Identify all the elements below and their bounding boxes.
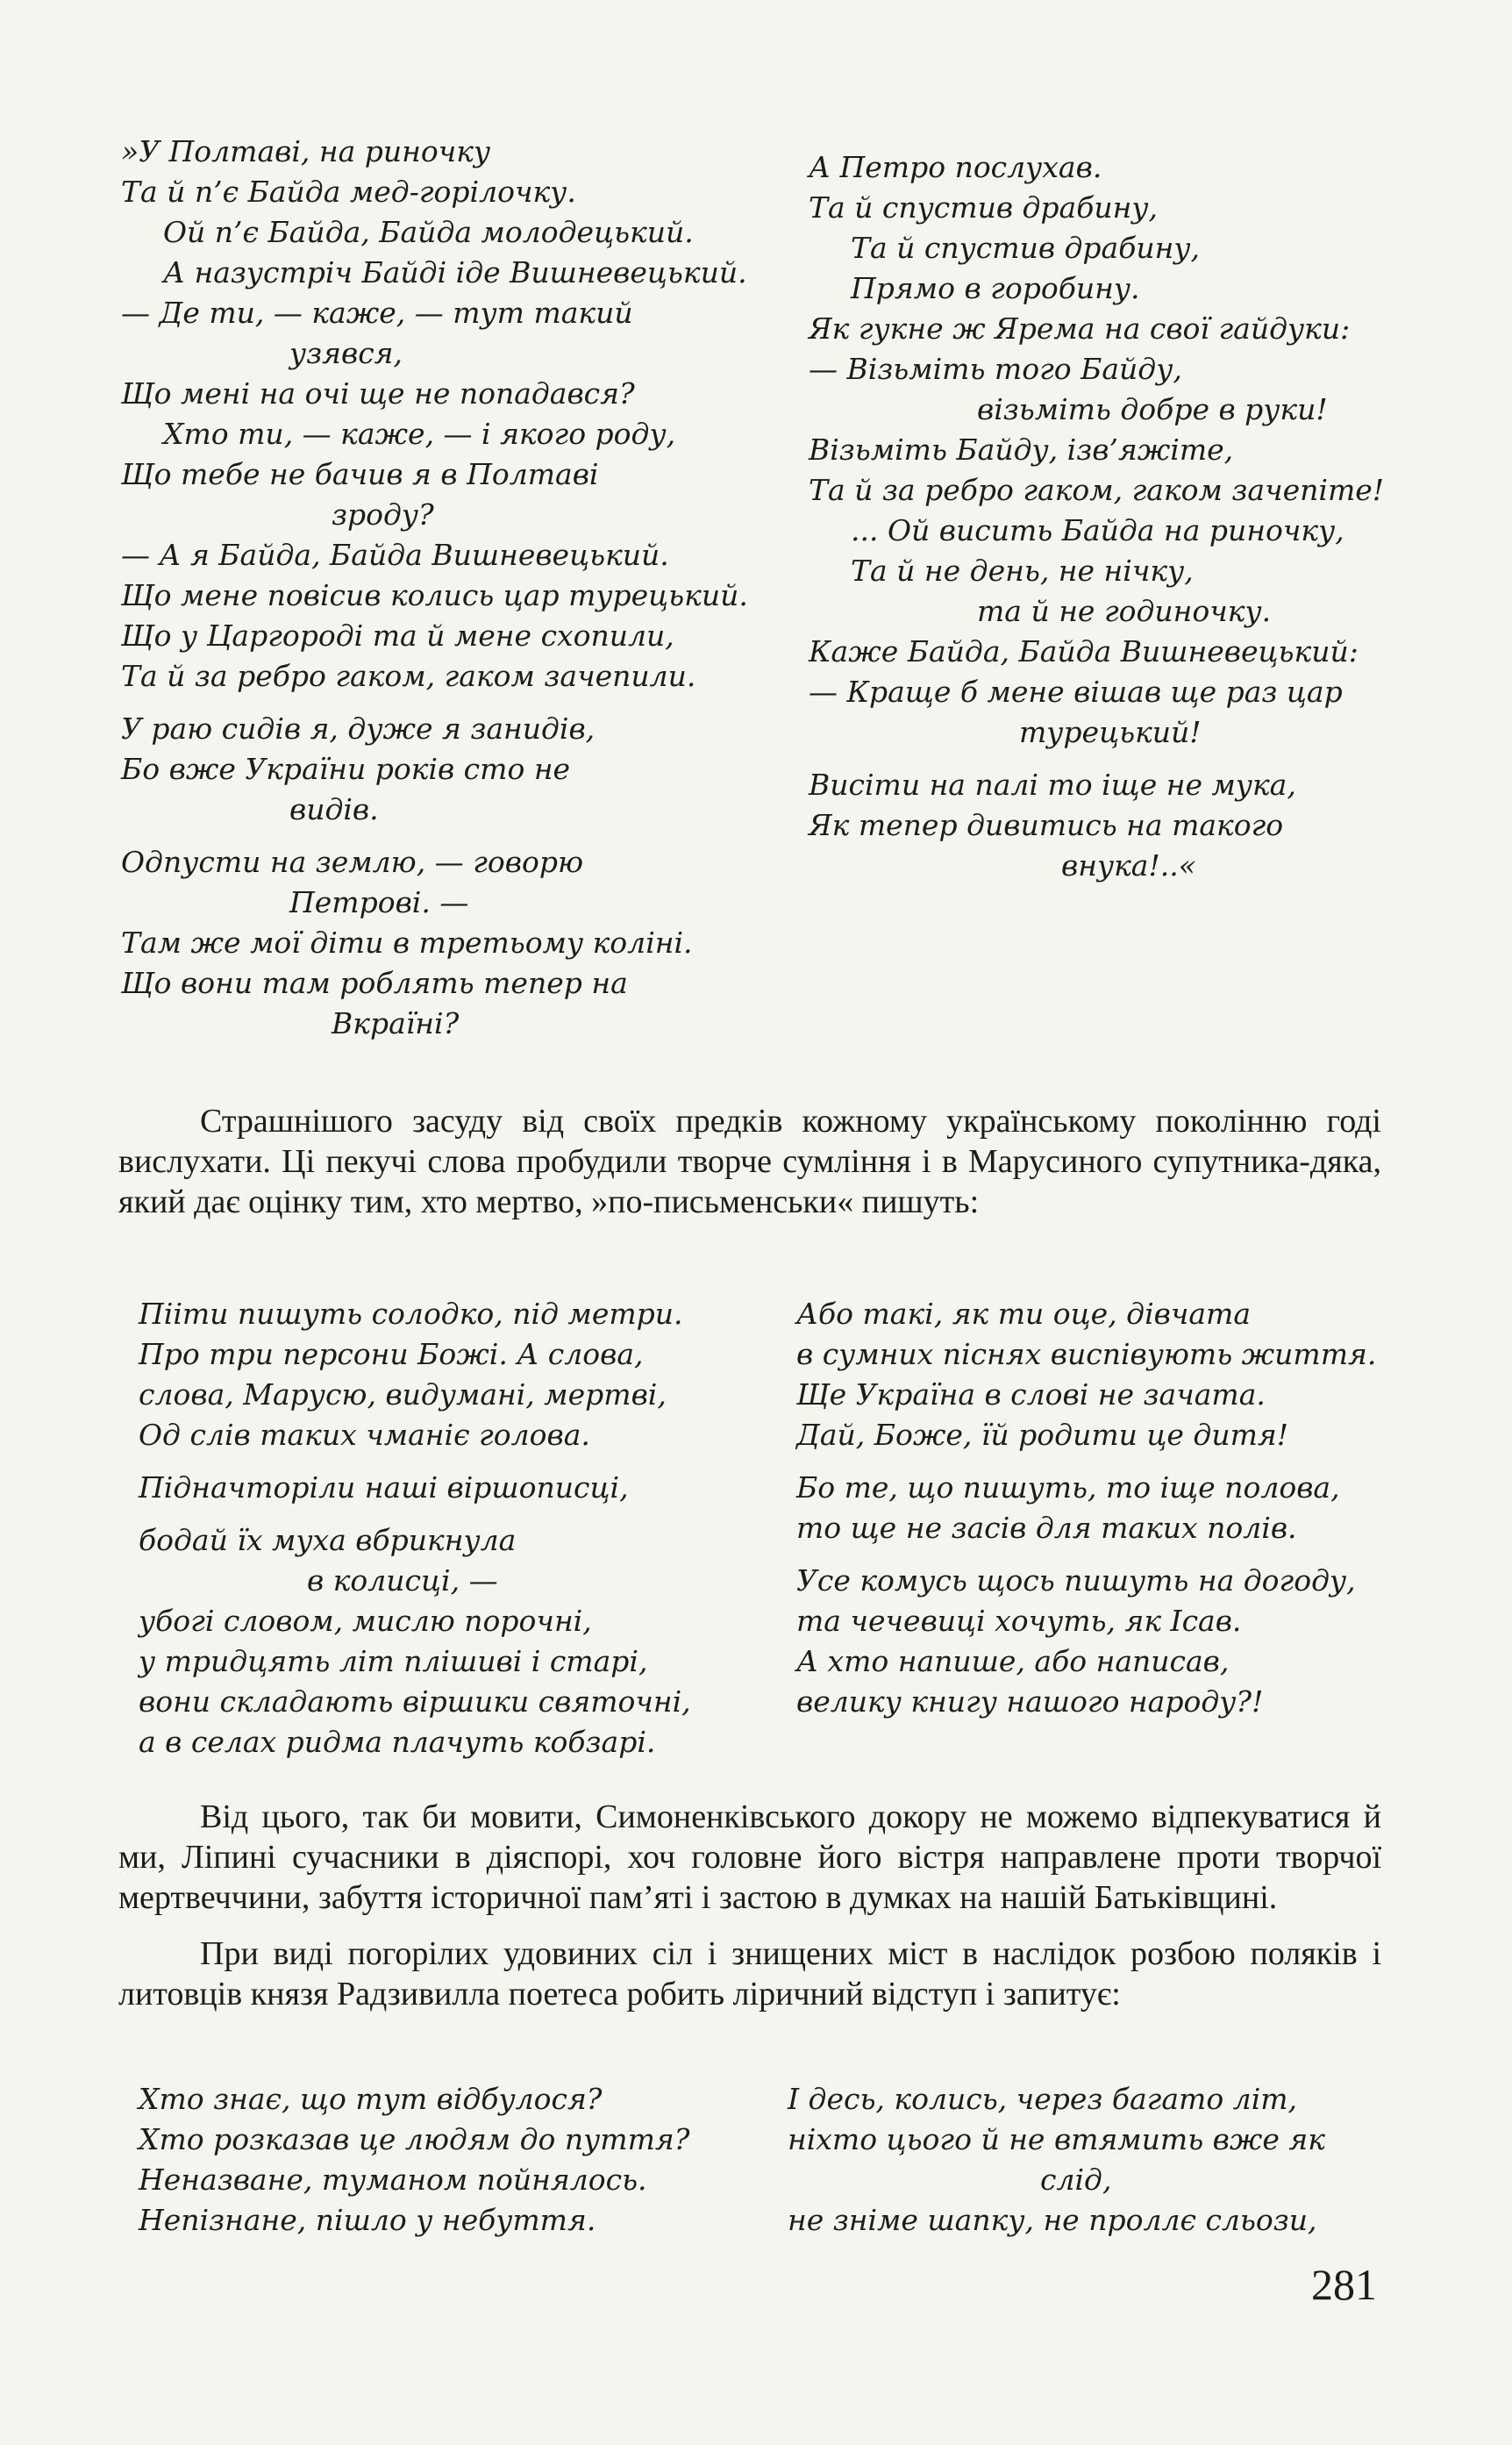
verse-line: Бо те, що пишуть, то іще полова, (796, 1470, 1340, 1505)
verse-line: Як тепер дивитись на такого (809, 808, 1284, 842)
verse-line: Неназване, туманом пойнялось. (139, 2163, 647, 2197)
poem-baida-left-column (121, 132, 748, 1044)
verse-line: у тридцять літ плішиві і старі, (139, 1644, 648, 1678)
verse-line: зроду? (332, 497, 434, 532)
verse-line: Що у Царгороді та й мене схопили, (121, 618, 674, 653)
verse-line: Висіти на палі то іще не мука, (809, 768, 1296, 802)
poem-burned-villages-left-column (139, 2079, 689, 2241)
verse-line: Що вони там роблять тепер на (121, 966, 628, 1000)
poem-dyak-left-column (139, 1294, 691, 1762)
verse-line: Візьміть Байду, ізв’яжіте, (809, 433, 1234, 467)
verse-line: Хто розказав це людям до пуття? (139, 2122, 690, 2156)
verse-line: Непізнане, пішло у небуття. (139, 2203, 596, 2237)
verse-line: а в селах ридма плачуть кобзарі. (139, 1725, 656, 1759)
verse-line: Ще Україна в слові не зачата. (796, 1377, 1266, 1412)
verse-line: Петрові. — (289, 885, 469, 919)
verse-line: Хто знає, що тут відбулося? (139, 2082, 603, 2116)
verse-line: Пііти пишуть солодко, під метри. (139, 1297, 683, 1331)
verse-line: Про три персони Божі. А слова, (139, 1337, 644, 1371)
verse-line: турецький! (1019, 715, 1202, 749)
verse-line: Та й не день, не нічку, (851, 554, 1194, 588)
verse-line: Одпусти на землю, — говорю (121, 845, 584, 879)
verse-line: Що мені на очі ще не попадався? (121, 376, 635, 411)
verse-line: Та й за ребро гаком, гаком зачепили. (121, 659, 696, 693)
verse-line: Ой п’є Байда, Байда молодецький. (163, 215, 694, 249)
verse-line: А назустріч Байді іде Вишневецький. (163, 255, 747, 290)
verse-line: вони складають віршики святочні, (139, 1684, 691, 1719)
paragraph-lyric-digression: При виді погорілих удовиних сіл і знищених міст в наслідок розбою поляків і литовців князя Радзивилла поетеса робить ліричний відступ і запитує: (118, 1935, 1381, 2012)
verse-line: А Петро послухав. (809, 150, 1102, 184)
verse-line: внука!..« (1061, 848, 1196, 883)
verse-line: Підначторіли наші віршописці, (139, 1470, 629, 1505)
verse-line: Вкраїні? (332, 1006, 460, 1040)
verse-line: — Краще б мене вішав ще раз цар (809, 675, 1343, 709)
verse-line: візьміть добре в руки! (977, 392, 1328, 426)
verse-line: Як гукне ж Ярема на свої гайдуки: (809, 311, 1351, 346)
verse-line: велику книгу нашого народу?! (796, 1684, 1264, 1719)
verse-line: в сумних піснях виспівують життя. (796, 1337, 1377, 1371)
verse-line: А хто напише, або написав, (796, 1644, 1230, 1678)
verse-line: Що тебе не бачив я в Полтаві (121, 457, 599, 491)
verse-line: Каже Байда, Байда Вишневецький: (809, 634, 1359, 668)
verse-line: ... Ой висить Байда на риночку, (851, 513, 1344, 547)
verse-line: Та й за ребро гаком, гаком зачепіте! (809, 473, 1385, 507)
verse-line: Що мене повісив колись цар турецький. (121, 578, 748, 612)
verse-line: Усе комусь щось пишуть на догоду, (796, 1563, 1356, 1598)
verse-line: Та й п’є Байда мед-горілочку. (121, 175, 576, 209)
verse-line: не зніме шапку, не проллє сльози, (788, 2203, 1317, 2237)
verse-line: Та й спустив драбину, (809, 190, 1158, 225)
verse-line: Бо вже України років сто не (121, 752, 571, 786)
verse-line: та чечевиці хочуть, як Ісав. (796, 1604, 1242, 1638)
verse-line: У раю сидів я, дуже я занидів, (121, 711, 596, 746)
verse-line: — Де ти, — каже, — тут такий (121, 296, 633, 330)
verse-line: бодай їх муха вбрикнула (139, 1523, 517, 1557)
verse-line: Од слів таких чманіє голова. (139, 1418, 590, 1452)
poem-burned-villages-right-column (788, 2079, 1325, 2241)
verse-line: то ще не засів для таких полів. (796, 1511, 1297, 1545)
verse-line: убогі словом, мислю порочні, (139, 1604, 592, 1638)
verse-line: ніхто цього й не втямить вже як (788, 2122, 1325, 2156)
verse-line: узявся, (289, 336, 403, 370)
prose-block-2 (118, 1797, 1381, 2030)
page-number: 281 (1311, 2260, 1377, 2309)
verse-line: Там же мої діти в третьому коліні. (121, 926, 693, 960)
poem-dyak-right-column (796, 1294, 1376, 1722)
verse-line: — А я Байда, Байда Вишневецький. (121, 538, 669, 572)
verse-line: Або такі, як ти оце, дівчата (796, 1297, 1252, 1331)
verse-line: Та й спустив драбину, (851, 231, 1200, 265)
verse-line: І десь, колись, через багато літ, (788, 2082, 1298, 2116)
verse-line: Прямо в горобину. (851, 271, 1140, 305)
verse-line: — Візьміть того Байду, (809, 352, 1182, 386)
verse-line: видів. (289, 792, 379, 826)
paragraph-ancestors-verdict: Страшнішого засуду від своїх предків кожному українському поколінню годі вислухати. Ці пекучі слова пробудили творче сумління і в Марусиного супутника-дяка, який дає оцінку тим, хто мертво, »по-письменськи« пишуть: (118, 1103, 1381, 1220)
verse-line: »У Полтаві, на риночку (121, 134, 491, 168)
verse-line: Хто ти, — каже, — і якого роду, (163, 417, 676, 451)
verse-line: слова, Марусю, видумані, мертві, (139, 1377, 667, 1412)
verse-line: Дай, Боже, їй родити це дитя! (796, 1418, 1288, 1452)
verse-line: та й не годиночку. (977, 594, 1272, 628)
paragraph-simonenko-reproach: Від цього, так би мовити, Симоненківського докору не можемо відпекуватися й ми, Ліпині сучасники в діяспорі, хоч головне його вістря направлене проти творчої мертвеччини, забуття історичної пам’яті і застою в думках на нашій Батьківщині. (118, 1798, 1381, 1916)
prose-block-1 (118, 1101, 1381, 1238)
verse-line: в колисці, — (307, 1563, 498, 1598)
verse-line: слід, (1040, 2163, 1112, 2197)
poem-baida-right-column (809, 147, 1384, 886)
